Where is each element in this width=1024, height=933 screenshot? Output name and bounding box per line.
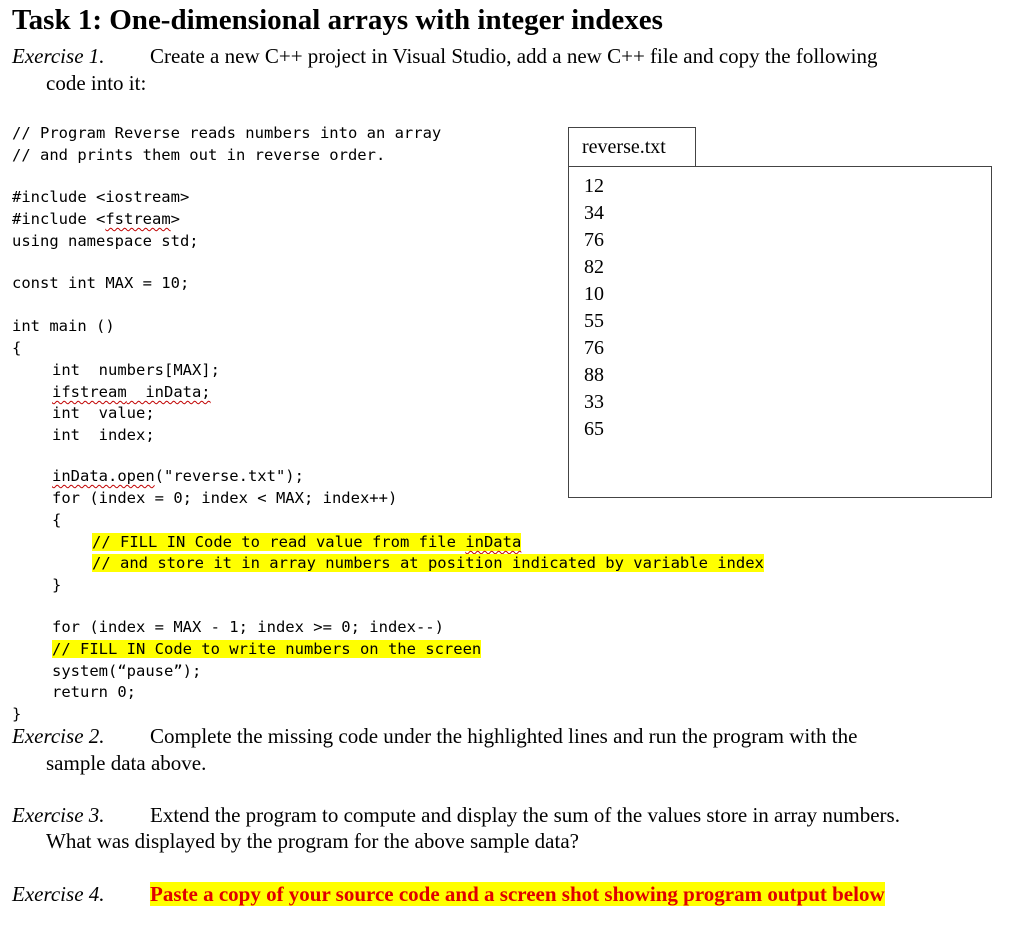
code-system-pause: system(“pause”);: [52, 662, 202, 680]
file-value: 76: [584, 229, 604, 251]
code-open-call: inData.open: [52, 467, 155, 485]
exercise1-text-line1: Create a new C++ project in Visual Studio, add a new C++ file and copy the following: [150, 44, 878, 68]
exercise4-instruction: [150, 882, 885, 907]
file-value: 76: [584, 337, 604, 359]
code-for-read-close: }: [52, 576, 62, 594]
exercise2-label: Exercise 2.: [12, 724, 105, 748]
code-main-signature: int main (): [12, 317, 115, 335]
exercise3-label: Exercise 3.: [12, 803, 105, 827]
code-include-prefix: #include <: [12, 210, 106, 228]
code-fill-read-text: // FILL IN Code to read value from file: [92, 533, 466, 551]
exercise1-text-line2: code into it:: [46, 71, 147, 95]
exercise2-text-line1: Complete the missing code under the highlighted lines and run the program with the: [150, 724, 858, 748]
code-open-args: ("reverse.txt");: [154, 467, 304, 485]
code-decl-numbers: int numbers[MAX];: [52, 361, 220, 379]
file-contents-box: [568, 166, 992, 498]
code-fill-write-text: // FILL IN Code to write numbers on the screen: [52, 640, 482, 658]
exercise1-label: Exercise 1.: [12, 44, 105, 68]
task-title: Task 1: One-dimensional arrays with integer indexes: [12, 4, 663, 36]
file-value: 65: [584, 418, 604, 440]
file-name-tab: [568, 127, 696, 167]
code-include-suffix: >: [170, 210, 180, 228]
code-fill-read-indata: inData: [465, 533, 522, 551]
code-return: return 0;: [52, 683, 136, 701]
code-for-read-brace: {: [52, 511, 62, 529]
code-fill-store-text: // and store it in array numbers at position indicated by variable index: [92, 554, 764, 572]
exercise2-text-line2: sample data above.: [46, 751, 207, 775]
exercise3-text-line1: Extend the program to compute and display the sum of the values store in array numbers.: [150, 803, 900, 827]
code-include-word: fstream: [105, 210, 171, 228]
file-value: 55: [584, 310, 604, 332]
code-decl-indata: [52, 382, 211, 403]
file-value: 33: [584, 391, 604, 413]
code-const-max: const int MAX = 10;: [12, 274, 190, 292]
code-decl-ifstream: ifstream: [52, 383, 127, 401]
file-value: 12: [584, 175, 604, 197]
code-fill-write-comment: [52, 639, 481, 660]
code-include-iostream: #include <iostream>: [12, 188, 190, 206]
file-value: 34: [584, 202, 604, 224]
code-open-file: [52, 466, 304, 487]
exercise4-label: Exercise 4.: [12, 882, 105, 906]
file-value: 10: [584, 283, 604, 305]
file-value: 82: [584, 256, 604, 278]
code-decl-index: int index;: [52, 426, 155, 444]
file-name: reverse.txt: [582, 136, 666, 158]
code-for-write: for (index = MAX - 1; index >= 0; index--): [52, 618, 444, 636]
code-comment-1: // Program Reverse reads numbers into an array: [12, 124, 442, 142]
code-fill-read-comment: [92, 532, 521, 553]
code-fill-store-comment: [92, 553, 764, 574]
code-open-brace: {: [12, 339, 22, 357]
code-decl-indata-name: inData;: [126, 383, 211, 401]
code-decl-value: int value;: [52, 404, 155, 422]
code-using-namespace: using namespace std;: [12, 232, 199, 250]
code-for-read: for (index = 0; index < MAX; index++): [52, 489, 398, 507]
code-include-fstream: [12, 209, 180, 230]
exercise4-highlighted-text: Paste a copy of your source code and a screen shot showing program output below: [150, 882, 885, 906]
code-close-brace: }: [12, 705, 22, 723]
code-comment-2: // and prints them out in reverse order.: [12, 146, 386, 164]
exercise3-text-line2: What was displayed by the program for the above sample data?: [46, 829, 579, 853]
file-value: 88: [584, 364, 604, 386]
